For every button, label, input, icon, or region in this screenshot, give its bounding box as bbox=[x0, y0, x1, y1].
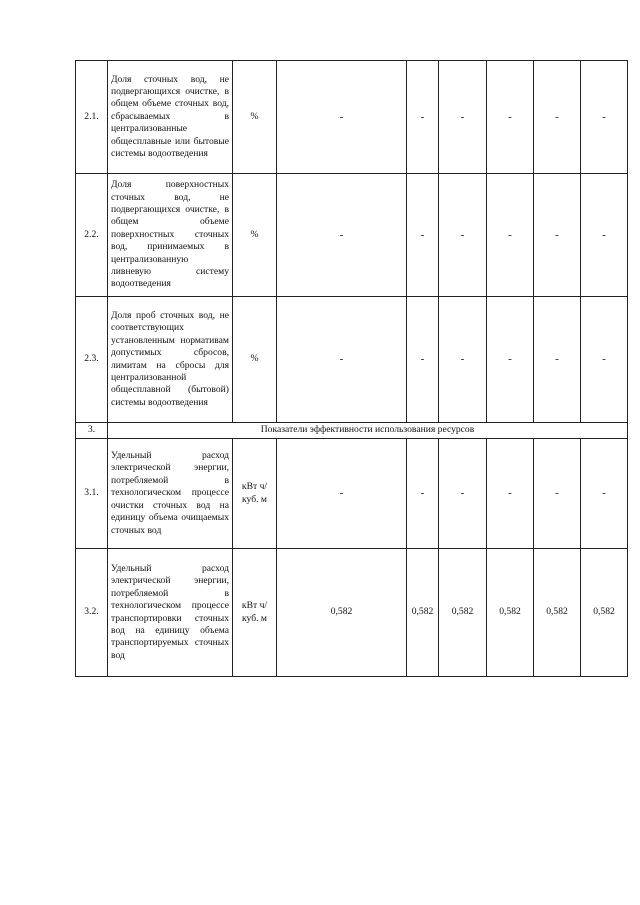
value-cell: - bbox=[581, 439, 628, 549]
value-cell: - bbox=[407, 174, 439, 297]
section-number: 3. bbox=[76, 423, 108, 439]
row-number: 3.1. bbox=[76, 439, 108, 549]
value-cell: - bbox=[534, 297, 581, 423]
value-cell: - bbox=[487, 439, 534, 549]
value-cell: - bbox=[534, 174, 581, 297]
value-cell: - bbox=[487, 297, 534, 423]
value-cell: - bbox=[407, 439, 439, 549]
value-cell: 0,582 bbox=[277, 549, 407, 677]
value-cell: - bbox=[487, 61, 534, 174]
unit-cell: % bbox=[233, 174, 277, 297]
value-cell: - bbox=[581, 61, 628, 174]
value-cell: - bbox=[581, 297, 628, 423]
value-cell: - bbox=[277, 174, 407, 297]
value-cell: - bbox=[439, 297, 487, 423]
row-number: 3.2. bbox=[76, 549, 108, 677]
table-row bbox=[76, 297, 628, 423]
value-cell: - bbox=[277, 297, 407, 423]
row-number: 2.1. bbox=[76, 61, 108, 174]
table-row bbox=[76, 174, 628, 297]
value-cell: - bbox=[277, 61, 407, 174]
value-cell: - bbox=[277, 439, 407, 549]
value-cell: - bbox=[534, 439, 581, 549]
section-title: Показатели эффективности использования ресурсов bbox=[108, 423, 628, 439]
table-row bbox=[76, 61, 628, 174]
indicator-name: Доля сточных вод, не подвергающихся очистке, в общем объеме сточных вод, сбрасываемых в централизованные общесплавные или бытовые системы водоотведения bbox=[108, 61, 233, 174]
unit-cell: % bbox=[233, 297, 277, 423]
indicator-name: Доля поверхностных сточных вод, не подвергающихся очистке, в общем объеме поверхностных сточных вод, принимаемых в централизованную ливневую систему водоотведения bbox=[108, 174, 233, 297]
indicator-name: Доля проб сточных вод, не соответствующих установленным нормативам допустимых сбросов, лимитам на сбросы для централизованной общесплавной (бытовой) системы водоотведения bbox=[108, 297, 233, 423]
value-cell: 0,582 bbox=[439, 549, 487, 677]
value-cell: - bbox=[407, 297, 439, 423]
unit-cell: кВт ч/куб. м bbox=[233, 439, 277, 549]
value-cell: 0,582 bbox=[581, 549, 628, 677]
unit-cell: % bbox=[233, 61, 277, 174]
row-number: 2.2. bbox=[76, 174, 108, 297]
table-row bbox=[76, 549, 628, 677]
value-cell: - bbox=[407, 61, 439, 174]
value-cell: - bbox=[439, 174, 487, 297]
value-cell: - bbox=[439, 439, 487, 549]
value-cell: - bbox=[487, 174, 534, 297]
value-cell: - bbox=[581, 174, 628, 297]
value-cell: 0,582 bbox=[407, 549, 439, 677]
value-cell: 0,582 bbox=[487, 549, 534, 677]
value-cell: - bbox=[534, 61, 581, 174]
indicator-name: Удельный расход электрической энергии, потребляемой в технологическом процессе очистки сточных вод на единицу объема очищаемых сточных вод bbox=[108, 439, 233, 549]
indicators-table bbox=[75, 60, 628, 677]
section-row bbox=[76, 423, 628, 439]
value-cell: - bbox=[439, 61, 487, 174]
table-row bbox=[76, 439, 628, 549]
value-cell: 0,582 bbox=[534, 549, 581, 677]
unit-cell: кВт ч/куб. м bbox=[233, 549, 277, 677]
indicator-name: Удельный расход электрической энергии, потребляемой в технологическом процессе транспортировки сточных вод на единицу объема транспортируемых сточных вод bbox=[108, 549, 233, 677]
row-number: 2.3. bbox=[76, 297, 108, 423]
